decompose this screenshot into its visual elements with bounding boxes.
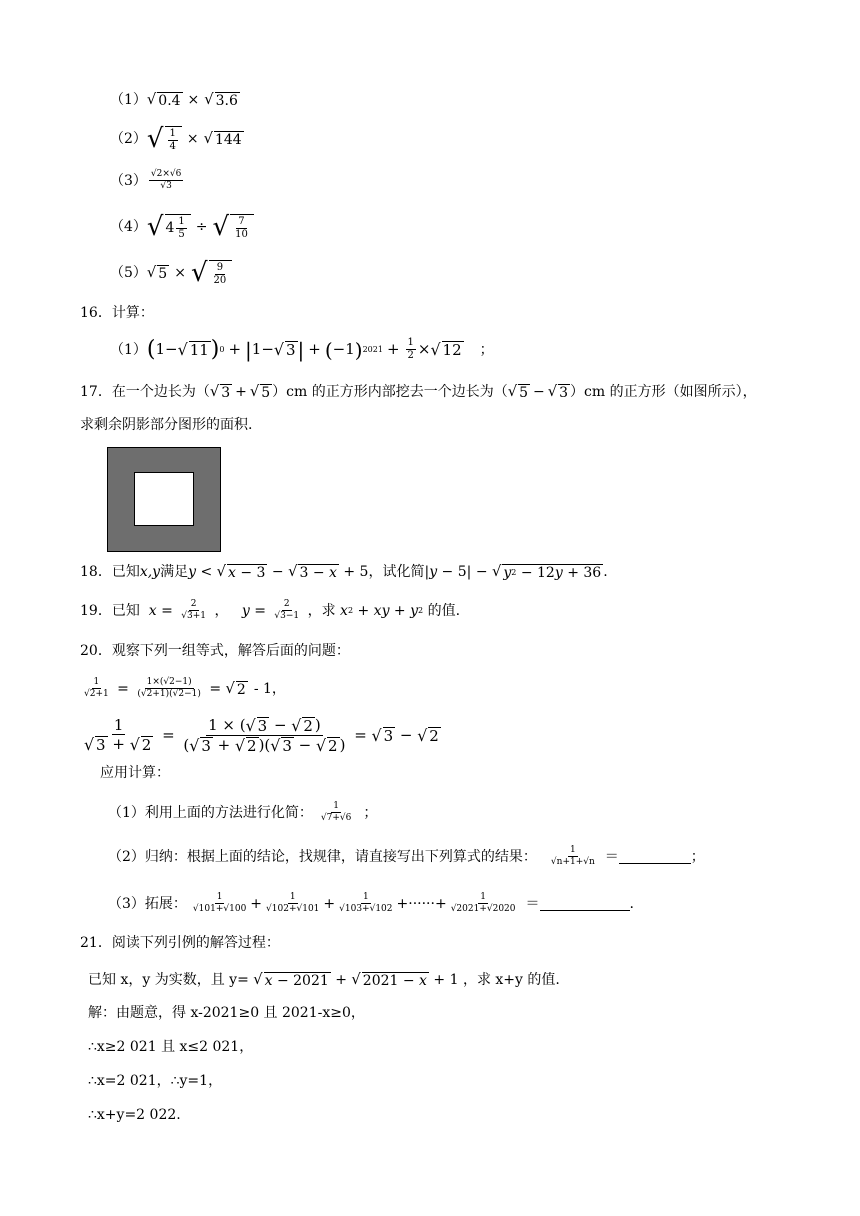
q16-title: 16．计算：	[80, 305, 154, 321]
math-expression: √ 1 4	[147, 126, 182, 152]
p15-item-5: （5） √ 5 × √ 9 20	[110, 260, 232, 286]
p15-item-2: （2） √ 1 4 × √ 144	[110, 124, 242, 154]
item-label: （2）	[110, 131, 147, 147]
inner-square-hole	[134, 472, 194, 526]
math-expression: √ 4 1 5	[147, 214, 191, 240]
q21-sol-1: 解：由题意，得 x-2021≥0 且 2021-x≥0，	[88, 1005, 365, 1021]
item-label: （1）	[110, 92, 147, 108]
item-label: （5）	[110, 265, 147, 281]
q20-sub-3: （3）拓展： 1 √101+√100 + 1 √102+√101 + 1 √103+√102 +······+ $\frac{1}{√2021+√2020}$ ＝ .	[108, 892, 634, 914]
item-label: （3）	[110, 172, 147, 189]
item-label: （4）	[110, 219, 147, 235]
answer-blank[interactable]	[619, 849, 691, 864]
q21-sol-4: ∴x+y=2 022.	[88, 1107, 181, 1123]
math-expression: √2×√6 √3	[150, 169, 182, 191]
q20-example-1: 1 √2+1 = 1×(√2−1) (√2+1)(√2−1) = √ 2 - 1，	[84, 677, 286, 699]
item-label: （1）	[110, 341, 147, 358]
answer-blank[interactable]	[540, 896, 630, 911]
q21-sol-3: ∴x=2 021，∴y=1，	[88, 1073, 223, 1089]
math-expression: √ 0.4	[146, 91, 181, 109]
p15-item-3	[110, 170, 185, 191]
q19: 19． 已知 x = 2 √3+1 ， y = 2 √3−1 ，求 x 2 + xy + y 2 的值.	[80, 599, 461, 621]
math-expression: √ 5	[146, 264, 168, 282]
q20-apply: 应用计算：	[100, 765, 170, 781]
p15-item-1: （1） √ 0.4 × √ 3.6	[110, 91, 238, 109]
q17-line2: 求剩余阴影部分图形的面积.	[80, 417, 253, 433]
q21-sol-2: ∴x≥2 021 且 x≤2 021，	[88, 1039, 254, 1055]
p15-item-4: （4） √ 4 1 5 ÷ √ 7 10	[110, 214, 254, 240]
q21-title: 21． 阅读下列引例的解答过程：	[80, 935, 280, 951]
q17-line1: 17． 在一个边长为（ √ 3 + √ 5 ）cm 的正方形内部挖去一个边长为（ √ 5 − √ 3 ）cm 的正方形（如图所示），	[80, 383, 757, 401]
q18: 18． 已知 x,y 满足 y < √ x − 3 − √ 3 − x + 5 ，试化简 | y − 5| − √ y 2 − 12 y + 36 .	[80, 563, 608, 581]
q20-title: 20． 观察下列一组等式，解答后面的问题：	[80, 643, 350, 659]
q20-example-2: 1 √ 3 + √ 2 = 1 × ( √ 3 − √ 2 ) ( √ 3 + √ 2 )( √ 3 − √ 2 ) = √ 3 − √ 2	[84, 716, 439, 756]
q16-item-1: （1） ( 1− √ 11 ) 0 + | 1− √ 3 | + ( −1 ) 2021 + $\frac{1}{2}$ × √ 12 ；	[110, 336, 494, 362]
q21-known: 已知 x，y 为实数，且 y= √ x − 2021 + √ 2021 − x + 1 ，求 x+y 的值.	[88, 971, 560, 989]
q20-sub-2: （2）归纳：根据上面的结论，找规律，请直接写出下列算式的结果： 1 √n+1+√n ＝ ；	[108, 845, 705, 867]
q20-sub-1: （1）利用上面的方法进行化简： 1 √7+√6 ；	[108, 801, 378, 823]
